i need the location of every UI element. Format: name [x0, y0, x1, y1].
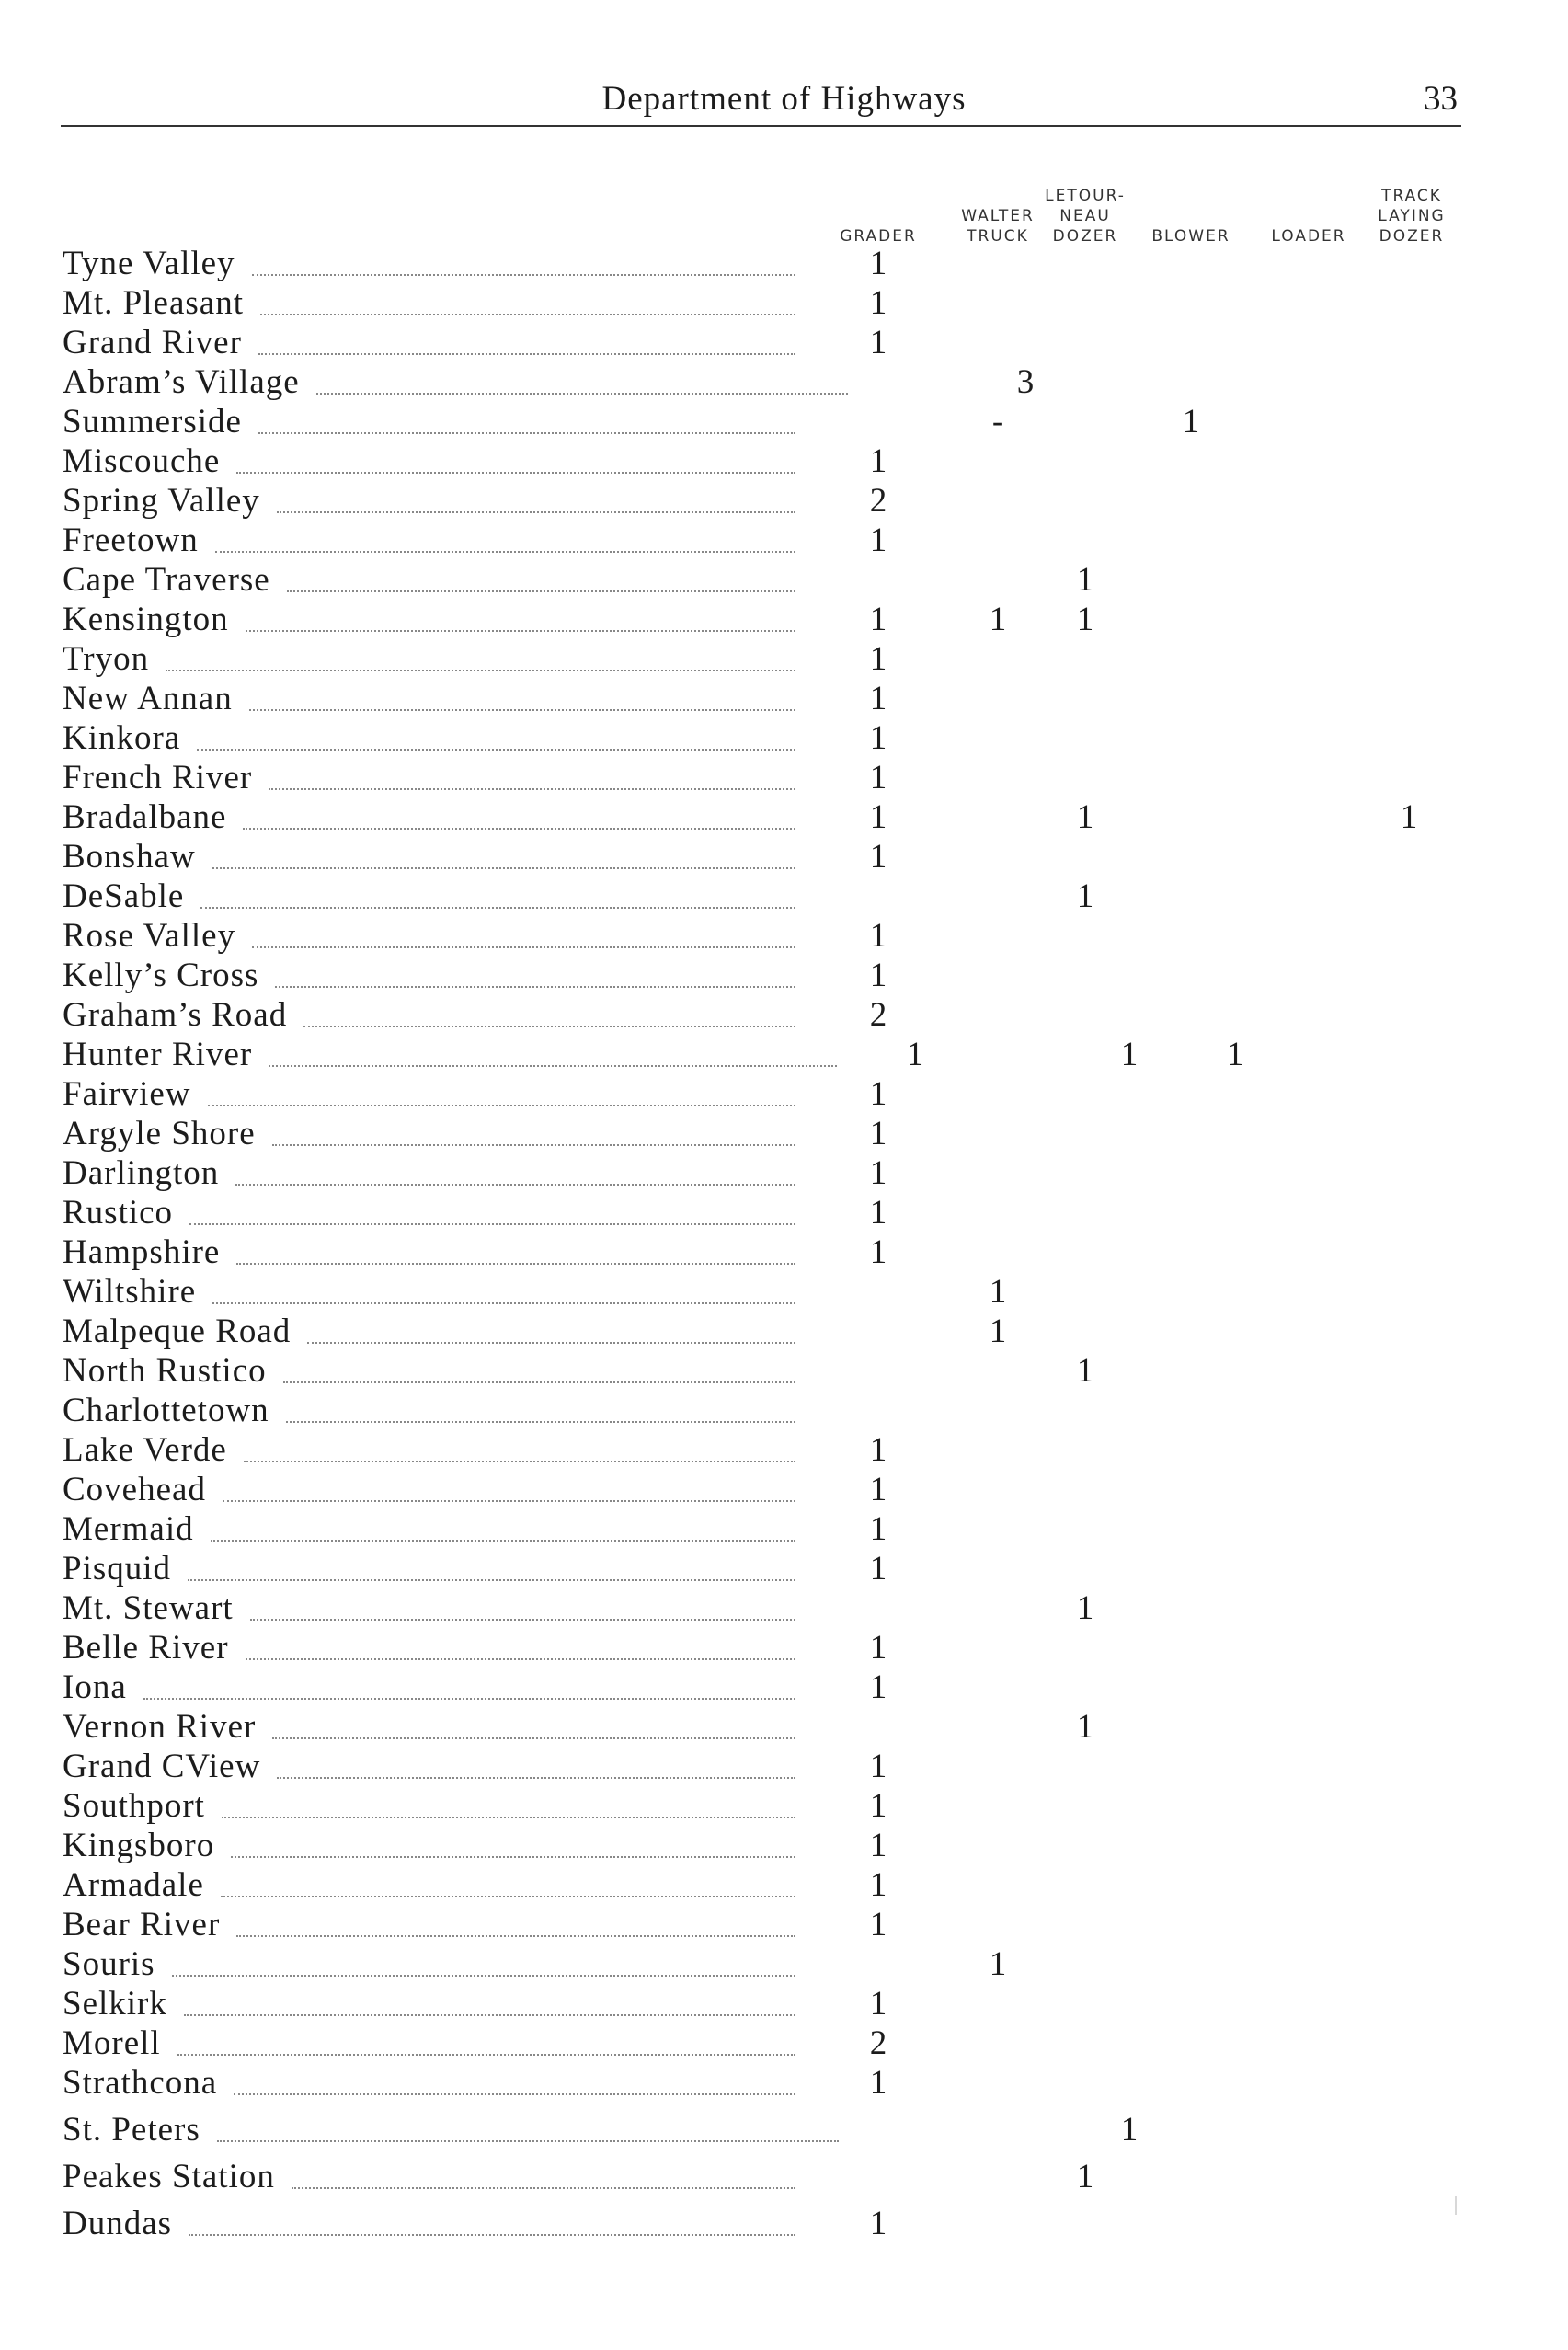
table-row — [0, 560, 1568, 600]
table-row — [0, 2063, 1568, 2103]
place-name: DeSable — [63, 877, 185, 915]
table-row — [0, 1588, 1568, 1628]
table-row — [0, 1470, 1568, 1509]
cell-walter-truck: 3 — [1016, 363, 1035, 401]
cell-grader: 1 — [869, 1115, 887, 1152]
dot-leader — [316, 393, 848, 395]
cell-grader: 1 — [869, 1431, 887, 1469]
dot-leader — [208, 1105, 795, 1106]
table-row — [0, 2204, 1568, 2243]
cell-grader: 1 — [869, 1668, 887, 1706]
cell-grader: 1 — [869, 601, 887, 638]
dot-leader — [246, 1658, 795, 1660]
place-name: Cape Traverse — [63, 561, 270, 599]
table-row — [0, 1074, 1568, 1114]
dot-leader — [223, 1500, 795, 1502]
table-row — [0, 2110, 1568, 2149]
place-name: Mt. Stewart — [63, 1589, 234, 1627]
table-row — [0, 1509, 1568, 1549]
place-name: Argyle Shore — [63, 1115, 256, 1152]
table-row — [0, 718, 1568, 758]
dot-leader — [250, 1619, 795, 1621]
dot-leader — [258, 432, 795, 434]
dot-leader — [283, 1381, 795, 1383]
cell-grader: 1 — [869, 1629, 887, 1667]
column-header-line: LETOUR- — [1045, 187, 1126, 205]
place-name: Bear River — [63, 1906, 221, 1943]
place-name: Hunter River — [63, 1036, 253, 1073]
dot-leader — [234, 2093, 795, 2095]
column-header-line: TRACK — [1381, 187, 1442, 205]
table-row — [0, 362, 1568, 402]
cell-letourneau-dozer: 1 — [1076, 877, 1094, 915]
column-header-line: LAYING — [1378, 207, 1446, 225]
table-row — [0, 1747, 1568, 1786]
place-name: Bradalbane — [63, 798, 227, 836]
place-name: Bonshaw — [63, 838, 196, 876]
table-row — [0, 1826, 1568, 1865]
dot-leader — [231, 1856, 795, 1858]
table-row — [0, 1430, 1568, 1470]
place-name: Selkirk — [63, 1985, 167, 2023]
table-row — [0, 797, 1568, 837]
dot-leader — [189, 2234, 795, 2236]
table-row — [0, 521, 1568, 560]
cell-grader: 2 — [869, 482, 887, 520]
cell-letourneau-dozer: 1 — [1076, 561, 1094, 599]
cell-grader: 1 — [869, 284, 887, 322]
table-row — [0, 639, 1568, 679]
cell-grader: 1 — [869, 1194, 887, 1232]
cell-walter-truck: 1 — [989, 1273, 1007, 1311]
place-name: North Rustico — [63, 1352, 267, 1390]
cell-letourneau-dozer: 1 — [1076, 1352, 1094, 1390]
column-header-line: NEAU — [1059, 207, 1111, 225]
table-row — [0, 956, 1568, 995]
place-name: Kelly’s Cross — [63, 957, 259, 994]
table-row — [0, 2157, 1568, 2196]
cell-grader: 1 — [869, 1906, 887, 1943]
place-name: Tyne Valley — [63, 245, 235, 282]
table-row — [0, 1272, 1568, 1312]
column-header-line: GRADER — [840, 227, 917, 246]
dot-leader — [188, 1579, 795, 1581]
column-header-line: DOZER — [1379, 227, 1445, 246]
scan-mark — [1455, 2196, 1457, 2215]
dot-leader — [212, 1302, 795, 1304]
cell-walter-truck: 1 — [989, 1313, 1007, 1350]
cell-grader: 1 — [869, 522, 887, 559]
place-name: Pisquid — [63, 1550, 172, 1588]
dot-leader — [269, 788, 795, 790]
place-name: Charlottetown — [63, 1392, 269, 1429]
place-name: Miscouche — [63, 442, 221, 480]
place-name: Strathcona — [63, 2064, 218, 2102]
cell-blower: 1 — [1226, 1036, 1244, 1073]
dot-leader — [303, 1026, 795, 1027]
place-name: Rose Valley — [63, 917, 236, 955]
table-row — [0, 283, 1568, 323]
table-row — [0, 323, 1568, 362]
dot-leader — [200, 907, 795, 909]
place-name: Malpeque Road — [63, 1313, 292, 1350]
place-name: St. Peters — [63, 2111, 200, 2149]
place-name: New Annan — [63, 680, 233, 717]
cell-grader: 1 — [869, 1550, 887, 1588]
place-name: Peakes Station — [63, 2158, 275, 2195]
dot-leader — [258, 353, 795, 355]
place-name: Souris — [63, 1945, 155, 1983]
dot-leader — [236, 472, 795, 474]
table-row — [0, 916, 1568, 956]
place-name: Tryon — [63, 640, 150, 678]
place-name: Mermaid — [63, 1510, 194, 1548]
place-name: Kinkora — [63, 719, 181, 757]
table-row — [0, 1628, 1568, 1668]
table-row — [0, 1984, 1568, 2023]
dot-leader — [217, 2140, 839, 2142]
table-row — [0, 837, 1568, 877]
cell-grader: 1 — [869, 442, 887, 480]
cell-letourneau-dozer: 1 — [1076, 601, 1094, 638]
cell-grader: 1 — [906, 1036, 924, 1073]
table-row — [0, 1549, 1568, 1588]
dot-leader — [243, 828, 795, 830]
place-name: Covehead — [63, 1471, 206, 1508]
dot-leader — [172, 1975, 795, 1977]
dot-leader — [292, 2187, 795, 2189]
dot-leader — [244, 1461, 795, 1462]
dot-leader — [189, 1223, 795, 1225]
cell-walter-truck: 1 — [989, 1945, 1007, 1983]
dot-leader — [211, 1540, 795, 1542]
place-name: Summerside — [63, 403, 242, 441]
dot-leader — [269, 1065, 837, 1067]
place-name: Morell — [63, 2024, 161, 2062]
column-header-line: LOADER — [1271, 227, 1346, 246]
place-name: Fairview — [63, 1075, 191, 1113]
place-name: Dundas — [63, 2205, 173, 2242]
dot-leader — [212, 867, 795, 869]
cell-grader: 1 — [869, 1154, 887, 1192]
table-row — [0, 1391, 1568, 1430]
place-name: Belle River — [63, 1629, 229, 1667]
dot-leader — [277, 1777, 795, 1779]
column-header-line: WALTER — [961, 207, 1035, 225]
place-name: Armadale — [63, 1866, 204, 1904]
cell-grader: 1 — [869, 2205, 887, 2242]
cell-blower: 1 — [1182, 403, 1200, 441]
cell-grader: 1 — [869, 798, 887, 836]
place-name: Rustico — [63, 1194, 174, 1232]
dot-leader — [221, 1896, 795, 1897]
dot-leader — [249, 709, 795, 711]
column-header-line: BLOWER — [1151, 227, 1230, 246]
table-row — [0, 244, 1568, 283]
table-row — [0, 1035, 1568, 1074]
table-row — [0, 1944, 1568, 1984]
cell-grader: 1 — [869, 1471, 887, 1508]
place-name: Lake Verde — [63, 1431, 227, 1469]
place-name: Kensington — [63, 601, 229, 638]
cell-letourneau-dozer: 1 — [1076, 1708, 1094, 1746]
table-row — [0, 679, 1568, 718]
dot-leader — [286, 1421, 795, 1423]
place-name: Kingsboro — [63, 1827, 215, 1864]
table-row — [0, 1865, 1568, 1905]
cell-letourneau-dozer: 1 — [1120, 2111, 1139, 2149]
place-name: Vernon River — [63, 1708, 257, 1746]
table-row — [0, 600, 1568, 639]
place-name: Iona — [63, 1668, 127, 1706]
dot-leader — [275, 986, 795, 988]
cell-grader: 1 — [869, 640, 887, 678]
dot-leader — [252, 946, 795, 948]
table-row — [0, 2023, 1568, 2063]
column-header-track-laying-dozer — [1338, 186, 1485, 246]
place-name: Mt. Pleasant — [63, 284, 244, 322]
table-row — [0, 1707, 1568, 1747]
dot-leader — [236, 1935, 795, 1937]
cell-grader: 1 — [869, 957, 887, 994]
cell-grader: 1 — [869, 1985, 887, 2023]
dot-leader — [272, 1737, 795, 1739]
cell-grader: 1 — [869, 245, 887, 282]
place-name: Southport — [63, 1787, 205, 1825]
place-name: Abram’s Village — [63, 363, 300, 401]
cell-grader: 1 — [869, 1075, 887, 1113]
page-number: 33 — [1424, 80, 1458, 118]
table-row — [0, 402, 1568, 441]
cell-grader: 1 — [869, 1827, 887, 1864]
table-row — [0, 758, 1568, 797]
cell-grader: 1 — [869, 838, 887, 876]
dot-leader — [260, 314, 795, 315]
table-row — [0, 1232, 1568, 1272]
dot-leader — [235, 1184, 795, 1186]
table-row — [0, 1905, 1568, 1944]
dot-leader — [246, 630, 795, 632]
cell-grader: 1 — [869, 917, 887, 955]
table-row — [0, 441, 1568, 481]
place-name: Spring Valley — [63, 482, 260, 520]
cell-grader: 2 — [869, 2024, 887, 2062]
table-row — [0, 1193, 1568, 1232]
table-row — [0, 481, 1568, 521]
dot-leader — [272, 1144, 795, 1146]
dot-leader — [287, 590, 795, 592]
table-row — [0, 1786, 1568, 1826]
cell-track-laying-dozer: 1 — [1400, 798, 1418, 836]
dot-leader — [277, 511, 795, 513]
dot-leader — [236, 1263, 795, 1265]
cell-letourneau-dozer: 1 — [1076, 798, 1094, 836]
table-row — [0, 1312, 1568, 1351]
header-rule — [61, 125, 1461, 127]
cell-grader: 1 — [869, 1510, 887, 1548]
place-name: Wiltshire — [63, 1273, 197, 1311]
cell-letourneau-dozer: 1 — [1120, 1036, 1139, 1073]
cell-grader: 1 — [869, 1233, 887, 1271]
dot-leader — [252, 274, 795, 276]
cell-grader: 1 — [869, 2064, 887, 2102]
table-row — [0, 877, 1568, 916]
cell-grader: 1 — [869, 680, 887, 717]
place-name: Hampshire — [63, 1233, 221, 1271]
place-name: Freetown — [63, 522, 199, 559]
table-row — [0, 1668, 1568, 1707]
cell-letourneau-dozer: 1 — [1076, 1589, 1094, 1627]
cell-grader: 1 — [869, 719, 887, 757]
place-name: Darlington — [63, 1154, 220, 1192]
cell-grader: 1 — [869, 759, 887, 797]
table-row — [0, 1153, 1568, 1193]
cell-grader: 1 — [869, 324, 887, 361]
page-header-title: Department of Highways — [601, 80, 967, 118]
place-name: Grand CView — [63, 1748, 261, 1785]
cell-walter-truck: - — [991, 403, 1004, 441]
dot-leader — [307, 1342, 795, 1344]
cell-grader: 1 — [869, 1787, 887, 1825]
table-row — [0, 995, 1568, 1035]
place-name: French River — [63, 759, 253, 797]
place-name: Graham’s Road — [63, 996, 288, 1034]
dot-leader — [143, 1698, 795, 1700]
column-header-line: DOZER — [1052, 227, 1118, 246]
table-row — [0, 1114, 1568, 1153]
place-name: Grand River — [63, 324, 242, 361]
cell-grader: 1 — [869, 1748, 887, 1785]
dot-leader — [197, 749, 795, 751]
cell-grader: 1 — [869, 1866, 887, 1904]
dot-leader — [184, 2014, 795, 2016]
cell-grader: 2 — [869, 996, 887, 1034]
column-header-line: TRUCK — [967, 227, 1029, 246]
dot-leader — [177, 2054, 795, 2056]
dot-leader — [222, 1817, 795, 1818]
cell-letourneau-dozer: 1 — [1076, 2158, 1094, 2195]
dot-leader — [215, 551, 795, 553]
cell-walter-truck: 1 — [989, 601, 1007, 638]
dot-leader — [166, 670, 795, 671]
table-row — [0, 1351, 1568, 1391]
